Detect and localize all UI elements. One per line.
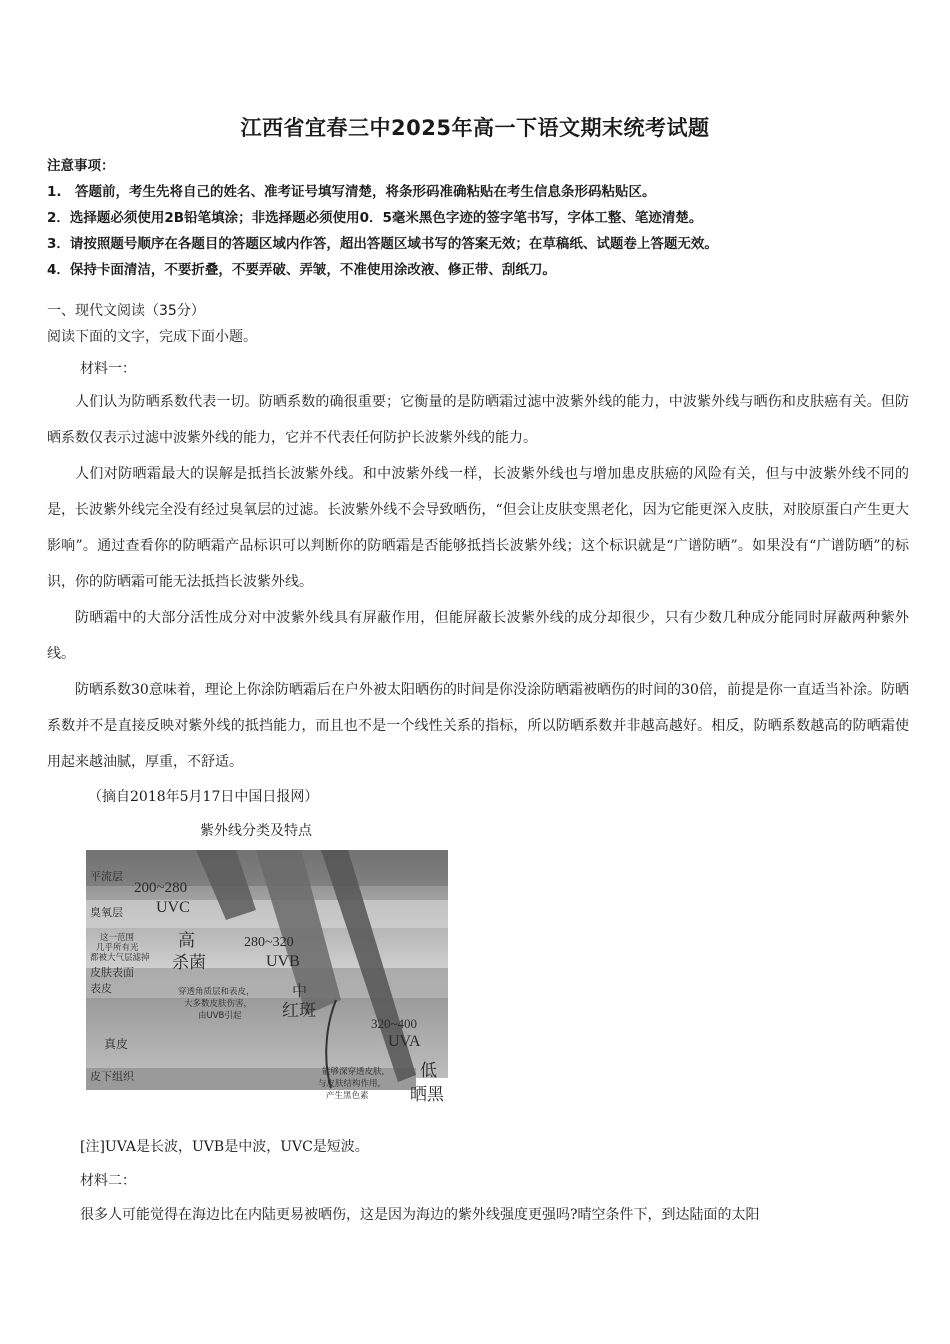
uvb-effect: 红斑	[282, 1001, 316, 1021]
uvc-note-1: 这一范围	[100, 933, 135, 943]
source-citation: （摘自2018年5月17日中国日报网）	[88, 789, 319, 805]
figure-caption: 紫外线分类及特点	[200, 823, 312, 839]
paragraph-1: 人们认为防晒系数代表一切。防晒系数的确很重要；它衡量的是防晒霜过滤中波紫外线的能力，中波紫外线与晒伤和皮肤癌有关。但防晒系数仅表示过滤中波紫外线的能力，它并不代表任何防护长波紫外线的能力。	[47, 394, 909, 446]
uv-diagram	[86, 850, 448, 1108]
material-two-label: 材料二：	[80, 1173, 136, 1189]
epidermis-band	[86, 968, 448, 998]
uvc-note-2: 几乎所有光	[96, 943, 139, 953]
uvb-note-1: 穿透角质层和表皮，	[178, 987, 255, 997]
page-title: 江西省宜春三中2025年高一下语文期末统考试题	[240, 116, 710, 140]
label-ozone: 臭氧层	[90, 906, 123, 919]
uvb-range: 280~320	[244, 935, 294, 950]
reading-instruction: 阅读下面的文字，完成下面小题。	[47, 329, 257, 345]
uvc-name: UVC	[156, 899, 190, 916]
notice-item-2: 2．选择题必须使用2B铅笔填涂；非选择题必须使用0．5毫米黑色字迹的签字笔书写，字体工整、笔迹清楚。	[47, 210, 703, 226]
paragraph-4: 防晒系数30意味着，理论上你涂防晒霜后在户外被太阳晒伤的时间是你没涂防晒霜被晒伤的时间的30倍，前提是你一直适当补涂。防晒系数并不是直接反映对紫外线的抵挡能力，而且也不是一个线性关系的指标，所以防晒系数并非越高越好。相反，防晒系数越高的防晒霜使用起来越油腻，厚重，不舒适。	[47, 682, 909, 770]
ozone-band	[86, 900, 448, 928]
material-two-text: 很多人可能觉得在海边比在内陆更易被晒伤，这是因为海边的紫外线强度更强吗?晴空条件下，到达陆面的太阳	[80, 1207, 760, 1223]
label-subcutis: 皮下组织	[90, 1070, 134, 1083]
paragraph-2: 人们对防晒霜最大的误解是抵挡长波紫外线。和中波紫外线一样，长波紫外线也与增加患皮肤癌的风险有关，但与中波紫外线不同的是，长波紫外线完全没有经过臭氧层的过滤。长波紫外线不会导致晒伤，“但会让皮肤变黑老化，因为它能更深入皮肤，对胶原蛋白产生更大影响”。通过查看你的防晒霜产品标识可以判断你的防晒霜是否能够抵挡长波紫外线；这个标识就是“广谱防晒”。如果没有“广谱防晒”的标识，你的防晒霜可能无法抵挡长波紫外线。	[47, 466, 909, 590]
uvc-note-3: 都被大气层滤掉	[90, 953, 150, 963]
uva-note-1: 能够深穿透皮肤，	[322, 1067, 391, 1077]
figure-note: [注]UVA是长波，UVB是中波，UVC是短波。	[80, 1139, 369, 1155]
label-dermis: 真皮	[104, 1037, 129, 1051]
notice-heading: 注意事项：	[47, 158, 115, 174]
uva-level: 低	[420, 1061, 437, 1081]
notice-item-3: 3．请按照题号顺序在各题目的答题区域内作答，超出答题区域书写的答案无效；在草稿纸、试题卷上答题无效。	[47, 236, 718, 252]
uvb-note-2: 大多数皮肤伤害，	[184, 999, 253, 1009]
uvb-level: 中	[292, 982, 308, 1000]
label-skin-surface: 皮肤表面	[90, 966, 134, 979]
uva-note-2: 与皮肤结构作用，	[318, 1079, 387, 1089]
uva-name: UVA	[388, 1033, 421, 1050]
label-stratosphere: 平流层	[90, 870, 123, 883]
notice-block	[47, 153, 917, 283]
uvb-note-3: 由UVB引起	[198, 1011, 242, 1021]
uva-effect: 晒黑	[410, 1085, 444, 1105]
uvc-effect: 杀菌	[172, 953, 206, 973]
section-heading: 一、现代文阅读（35分）	[47, 303, 205, 319]
uvc-level: 高	[178, 931, 195, 951]
material-one-label: 材料一：	[80, 361, 136, 377]
notice-item-1: 1. 答题前，考生先将自己的姓名、准考证号填写清楚，将条形码准确粘贴在考生信息条形码粘贴区。	[47, 184, 656, 200]
paragraph-3: 防晒霜中的大部分活性成分对中波紫外线具有屏蔽作用，但能屏蔽长波紫外线的成分却很少，只有少数几种成分能同时屏蔽两种紫外线。	[47, 610, 909, 662]
label-epidermis: 表皮	[90, 982, 112, 995]
uvc-range: 200~280	[134, 880, 188, 896]
uvb-name: UVB	[266, 953, 300, 970]
notice-item-4: 4．保持卡面清洁，不要折叠，不要弄破、弄皱，不准使用涂改液、修正带、刮纸刀。	[47, 262, 556, 278]
uva-note-3: 产生黑色素	[326, 1091, 369, 1101]
uva-range: 320~400	[371, 1016, 418, 1031]
